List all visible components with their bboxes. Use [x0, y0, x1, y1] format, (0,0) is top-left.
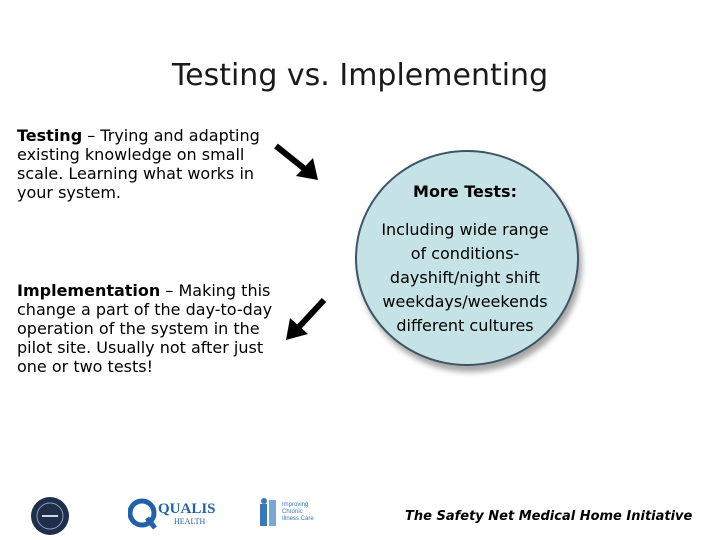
testing-term: Testing [17, 126, 83, 145]
qualis-health-logo [128, 496, 228, 530]
implementation-definition [17, 281, 287, 376]
slide-title: Testing vs. Implementing [171, 58, 549, 93]
arrow-down-right-icon [272, 140, 324, 186]
more-tests-line: weekdays/weekends [382, 292, 548, 311]
seal-logo [30, 496, 70, 536]
more-tests-list [355, 218, 575, 338]
implementation-text: Making this change a part of the day-to-day operation of the system in the pilot site. Usually not after just one or two tests! [17, 281, 273, 376]
footer-initiative: The Safety Net Medical Home Initiative [405, 509, 693, 524]
arrow-down-left-icon [282, 294, 330, 346]
svg-text:Improving: Improving [282, 502, 309, 508]
testing-text: Trying and adapting existing knowledge on small scale. Learning what works in your system. [17, 126, 260, 202]
more-tests-line: dayshift/night shift [389, 268, 541, 287]
more-tests-line: of conditions- [410, 244, 520, 263]
more-tests-heading: More Tests: [413, 182, 517, 201]
more-tests-line: different cultures [396, 316, 534, 335]
svg-text:Chronic: Chronic [282, 509, 303, 515]
more-tests-line: Including wide range [381, 220, 549, 239]
testing-definition [17, 126, 287, 202]
implementation-term: Implementation [17, 281, 161, 300]
svg-text:Illness Care: Illness Care [282, 516, 314, 522]
svg-text:HEALTH: HEALTH [174, 517, 206, 526]
svg-text:QUALIS: QUALIS [158, 501, 216, 517]
implementation-separator: – [160, 281, 179, 300]
improving-chronic-illness-care-logo [258, 496, 334, 532]
testing-separator: – [82, 126, 101, 145]
